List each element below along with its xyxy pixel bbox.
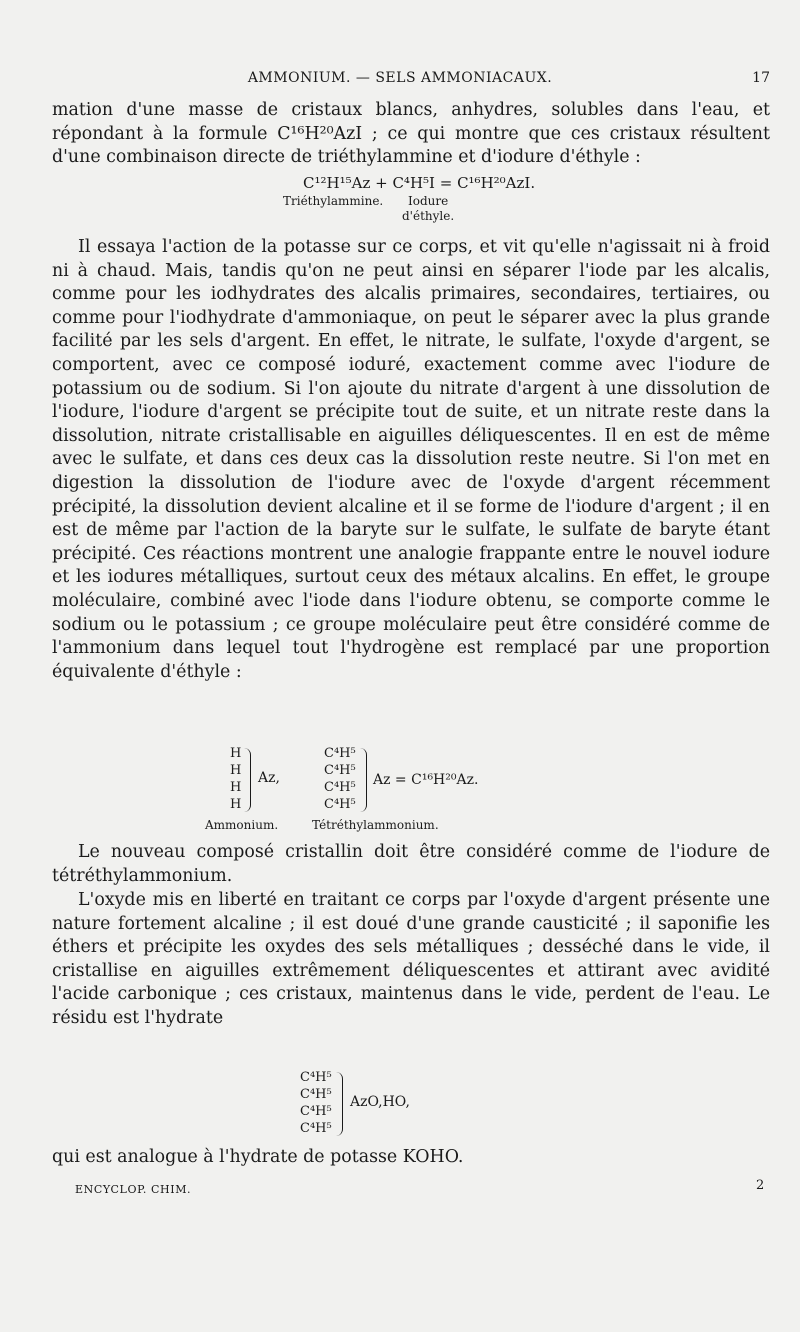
paragraph-4: L'oxyde mis en liberté en traitant ce corps par l'oxyde d'argent présente une nature fortement alcaline ; il est doué d'une grande causticité ; il saponifie les éthers et précipite les oxydes des sels métalliques ; desséché dans le vide, il cristallise en aiguilles extrêmement déliquescentes et attirant avec avidité l'acide carbonique ; ces cristaux, maintenus dans le vide, perdent de l'eau. Le résidu est l'hydrate [52,890,770,1028]
hydrate-group-stack [300,1069,332,1137]
ammonium-h: H [230,746,242,761]
equation-1-label-right-1: Iodure [408,194,449,208]
ethyl-group: C⁴H⁵ [300,1121,332,1136]
running-header [0,70,800,92]
paragraph-5: qui est analogue à l'hydrate de potasse KOHO. [52,1147,464,1167]
equation-1-label-left: Triéthylammine. [283,194,384,208]
ammonium-h: H [230,763,242,778]
tetra-result: Az = C¹⁶H²⁰Az. [373,772,479,788]
tetra-group-stack [324,745,356,813]
equation-1-formula: C¹²H¹⁵Az + C⁴H⁵I = C¹⁶H²⁰AzI. [303,174,536,192]
paragraph-3: Le nouveau composé cristallin doit être considéré comme de l'iodure de tétréthylammonium. [52,842,770,886]
ethyl-group: C⁴H⁵ [324,797,356,812]
hydrate-brace [336,1072,343,1136]
tetra-brace [360,748,367,812]
paragraph-2: Il essaya l'action de la potasse sur ce corps, et vit qu'elle n'agissait ni à froid ni à chaud. Mais, tandis qu'on ne peut ainsi en séparer l'iode par les alcalis, comme pour les iodhydrates des alcalis primaires, secondaires, tertiaires, ou comme pour l'iodhydrate d'ammoniaque, on peut le séparer avec la plus grande facilité par les sels d'argent. En effet, le nitrate, le sulfate, l'oxyde d'argent, se comportent, avec ce composé ioduré, exactement comme avec l'iodure de potassium ou de sodium. Si l'on ajoute du nitrate d'argent à une dissolution de l'iodure, l'iodure d'argent se précipite tout de suite, et un nitrate reste dans la dissolution, nitrate cristallisable en aiguilles déliquescentes. Il en est de même avec le sulfate, et dans ces deux cas la dissolution reste neutre. Si l'on met en digestion la dissolution de l'iodure avec de l'oxyde d'argent récemment précipité, la dissolution devient alcaline et il se forme de l'iodure d'argent ; il en est de même par l'action de la baryte sur le sulfate, le sulfate de baryte étant précipité. Ces réactions montrent une analogie frappante entre le nouvel iodure et les iodures métalliques, surtout ceux des métaux alcalins. En effet, le groupe moléculaire, combiné avec l'iode dans l'iodure obtenu, se comporte comme le sodium ou le potassium ; ce groupe moléculaire peut être considéré comme de l'ammonium dans lequel tout l'hydrogène est remplacé par une proportion équivalente d'éthyle : [52,237,770,682]
ammonium-h-stack [230,745,241,813]
equation-1-label-right-2: d'éthyle. [402,209,455,223]
ethyl-group: C⁴H⁵ [324,746,356,761]
ethyl-group: C⁴H⁵ [300,1070,332,1085]
ammonium-az: Az, [258,770,280,786]
ethyl-group: C⁴H⁵ [300,1104,332,1119]
footer-signature: ENCYCLOP. CHIM. [75,1183,192,1196]
footer-sheet-number: 2 [756,1178,765,1193]
page-number: 17 [752,70,770,86]
ammonium-brace [244,748,251,812]
hydrate-result: AzO,HO, [350,1094,410,1110]
ammonium-h: H [230,780,242,795]
equation-2-label-right: Tétréthylammonium. [312,818,439,832]
header-title: AMMONIUM. — SELS AMMONIACAUX. [247,70,553,86]
ammonium-h: H [230,797,242,812]
ethyl-group: C⁴H⁵ [300,1087,332,1102]
ethyl-group: C⁴H⁵ [324,780,356,795]
equation-2-label-left: Ammonium. [205,818,279,832]
paragraph-1: mation d'une masse de cristaux blancs, anhydres, solubles dans l'eau, et répondant à la formule C¹⁶H²⁰AzI ; ce qui montre que ces cristaux résultent d'une combinaison directe de triéthylammine et d'iodure d'éthyle : [52,100,770,168]
ethyl-group: C⁴H⁵ [324,763,356,778]
